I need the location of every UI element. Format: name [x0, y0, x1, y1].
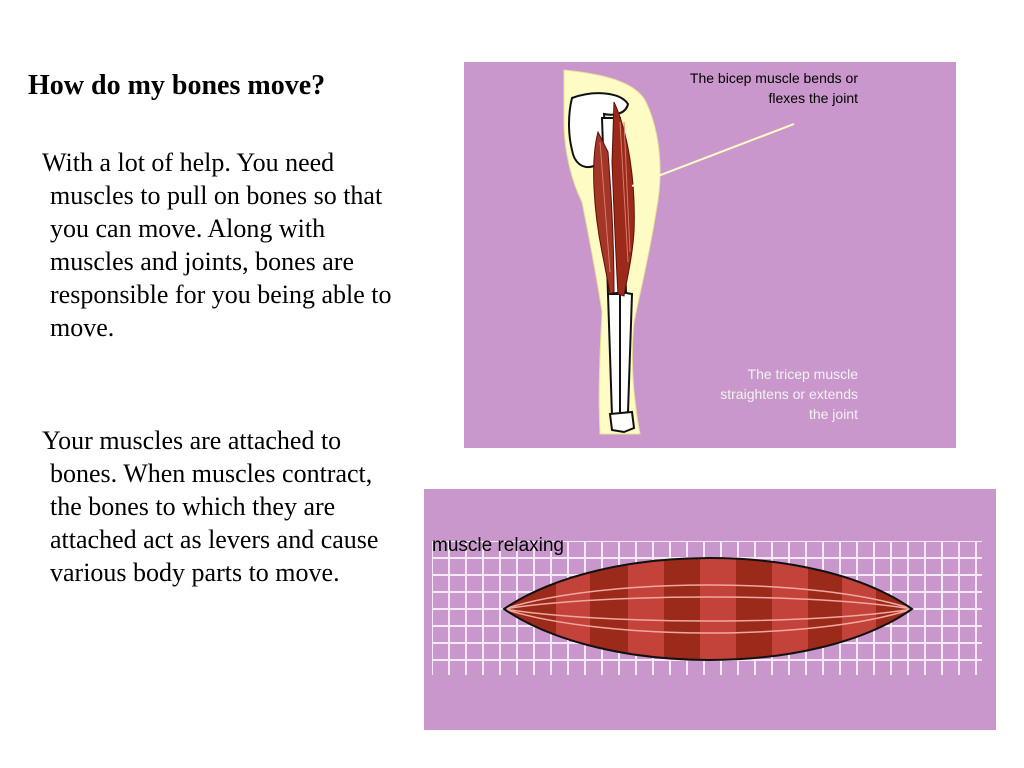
arm-illustration	[464, 62, 956, 448]
paragraph-attached: Your muscles are attached to bones. When muscles contract, the bones to which they are attached act as levers and cause various body parts to move.	[42, 426, 379, 587]
muscle-diagram	[424, 489, 996, 730]
tricep-caption: The tricep muscle straightens or extends the joint	[720, 366, 858, 422]
muscle-relaxing-figure	[424, 489, 996, 730]
hand-bone	[610, 412, 634, 432]
bicep-caption: The bicep muscle bends or flexes the joint	[689, 70, 858, 106]
muscle-relaxing-label: muscle relaxing	[432, 535, 564, 556]
arm-figure	[464, 62, 956, 448]
slide-title: How do my bones move?	[28, 70, 326, 101]
paragraph-help: With a lot of help. You need muscles to pull on bones so that you can move. Along with muscles and joints, bones are responsible for you being able to move.	[42, 148, 392, 342]
